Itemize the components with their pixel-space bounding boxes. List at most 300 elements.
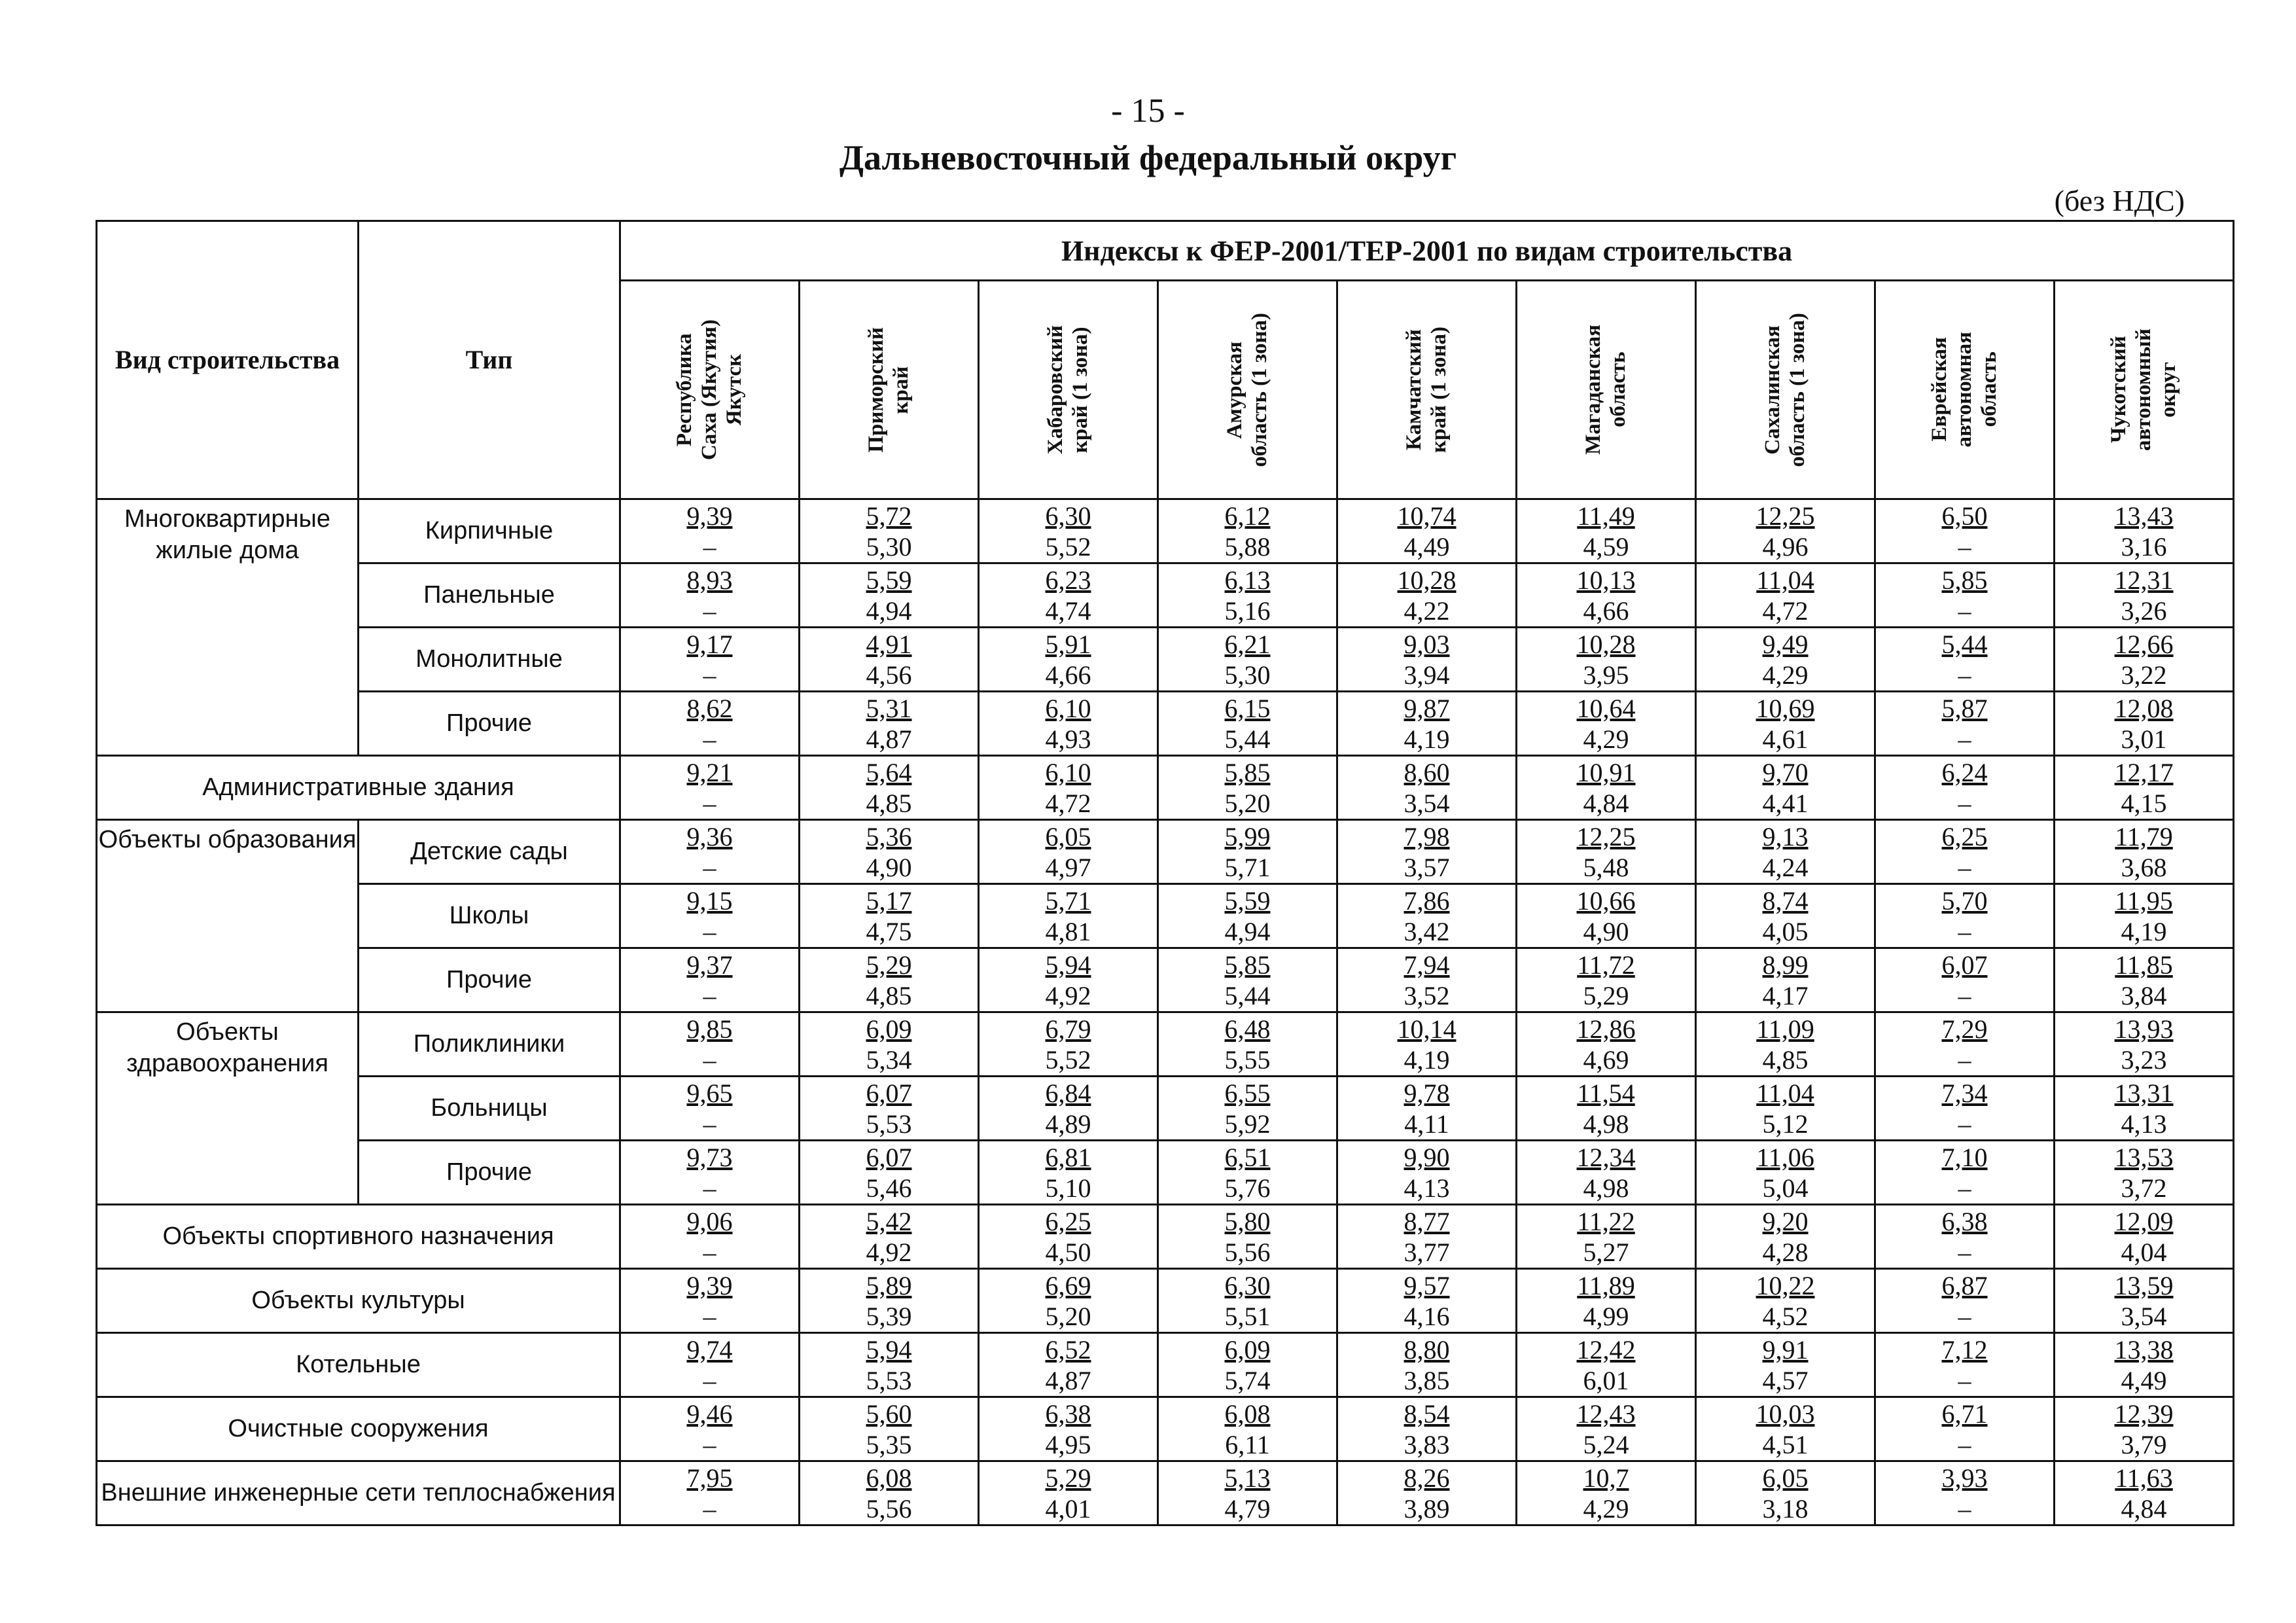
region-label-line: Еврейская [1927,337,1951,442]
index-value-top: 5,29 [1045,1463,1091,1493]
region-label [1928,332,2002,448]
index-cell [1517,1077,1696,1141]
index-value-top: 8,74 [1762,885,1809,916]
index-value-bottom: 5,34 [866,1044,912,1075]
index-value-bottom: 4,85 [1762,1044,1809,1075]
index-value-top: 11,09 [1756,1014,1814,1044]
index-cell [1158,1012,1337,1077]
index-cell [620,948,800,1012]
index-cell [1517,820,1696,884]
index-value-bottom: 5,30 [1224,660,1271,690]
index-value-bottom: 3,54 [2121,1301,2167,1331]
index-value-top: 7,98 [1404,821,1450,851]
region-label-line: Магаданская [1581,325,1605,455]
index-value-top: 9,90 [1404,1142,1450,1172]
index-value-top: 9,73 [686,1142,733,1172]
index-value-bottom: 5,10 [1045,1173,1091,1203]
index-value-top: 9,20 [1762,1206,1809,1236]
region-label-line: Саха (Якутия) [697,319,721,461]
index-value-top: 12,25 [1576,821,1636,851]
index-value-top: 5,71 [1045,885,1091,916]
index-value-bottom: 4,11 [1404,1109,1449,1139]
index-value-bottom: 3,83 [1404,1429,1450,1459]
index-cell [1696,563,1875,628]
index-cell [2055,1077,2234,1141]
table-header [97,221,2234,499]
index-value-bottom: 4,49 [2121,1365,2167,1395]
index-cell [979,1205,1158,1269]
index-value-top: 11,04 [1756,1078,1814,1108]
index-value-top: 6,24 [1941,757,1988,787]
index-value-bottom: 5,88 [1224,531,1271,562]
index-value-top: 6,13 [1224,565,1271,595]
index-value-top: 11,04 [1756,565,1814,595]
index-value-top: 8,26 [1404,1463,1450,1493]
index-cell [1158,820,1337,884]
index-cell [1696,756,1875,820]
index-cell [979,1333,1158,1397]
index-value-bottom: – [703,1301,716,1331]
index-cell [1517,1269,1696,1333]
index-cell [979,820,1158,884]
index-value-top: 9,78 [1404,1078,1450,1108]
index-value-top: 6,10 [1045,693,1091,723]
index-cell [1158,948,1337,1012]
region-label [1044,325,1093,454]
index-value-bottom: 4,19 [2121,916,2167,946]
index-cell [2055,1397,2234,1461]
region-label [1581,325,1631,455]
index-value-top: 12,25 [1756,501,1815,531]
index-value-top: 9,39 [686,501,733,531]
table-row [97,628,2234,692]
index-value-top: 5,64 [866,757,912,787]
index-value-bottom: 5,53 [866,1365,912,1395]
construction-kind: Объекты здравоохранения [97,1012,359,1205]
index-value-bottom: 3,42 [1404,916,1450,946]
header-type: Тип [359,221,620,499]
index-cell [1517,628,1696,692]
index-cell [800,820,979,884]
index-value-bottom: 5,16 [1224,596,1271,626]
index-cell [800,1461,979,1525]
index-value-bottom: 5,71 [1224,852,1271,882]
index-cell [1158,1397,1337,1461]
index-cell [620,756,800,820]
region-label [2107,329,2181,451]
index-cell [800,1012,979,1077]
table-row [97,1205,2234,1269]
index-cell [2055,884,2234,948]
index-cell [1158,1077,1337,1141]
index-cell [800,884,979,948]
index-value-top: 6,07 [1941,950,1988,980]
index-value-bottom: 5,53 [866,1109,912,1139]
index-cell [1517,563,1696,628]
index-value-bottom: 4,90 [1583,916,1629,946]
index-cell [1337,1012,1517,1077]
region-label-line: Республика [672,333,696,446]
index-cell [1875,820,2055,884]
index-value-bottom: 4,94 [1224,916,1271,946]
index-cell [2055,628,2234,692]
table-row [97,1077,2234,1141]
index-cell [620,499,800,563]
index-cell [1696,1397,1875,1461]
region-header-8 [1875,281,2055,499]
index-value-bottom: – [703,1429,716,1459]
index-value-top: 6,05 [1045,821,1091,851]
index-cell [2055,820,2234,884]
index-cell [1158,756,1337,820]
index-value-top: 5,94 [1045,950,1091,980]
region-label-line: область (1 зона) [1247,312,1271,467]
index-cell [1158,1141,1337,1205]
index-value-bottom: – [1958,531,1971,562]
region-label-line: область [1606,351,1630,428]
index-cell [979,563,1158,628]
index-value-bottom: – [703,1237,716,1267]
index-value-bottom: 4,13 [1404,1173,1450,1203]
index-cell [979,499,1158,563]
table-row [97,1333,2234,1397]
index-value-bottom: – [703,1365,716,1395]
index-cell [1875,1333,2055,1397]
index-value-top: 5,17 [866,885,912,916]
index-value-top: 10,7 [1583,1463,1629,1493]
index-value-top: 5,59 [866,565,912,595]
index-value-bottom: – [703,596,716,626]
index-value-top: 8,62 [686,693,733,723]
index-value-bottom: 5,39 [866,1301,912,1331]
index-cell [1696,1012,1875,1077]
region-header-1 [620,281,800,499]
page-title: Дальневосточный федеральный округ [839,138,1457,177]
index-cell [1696,948,1875,1012]
index-value-top: 6,25 [1045,1206,1091,1236]
index-value-top: 12,86 [1576,1014,1636,1044]
index-value-top: 7,94 [1404,950,1450,980]
index-value-bottom: – [703,788,716,818]
index-value-bottom: 3,22 [2121,660,2167,690]
table-row [97,1461,2234,1525]
index-value-bottom: 4,51 [1762,1429,1809,1459]
index-cell [620,1461,800,1525]
index-cell [1517,692,1696,756]
index-cell [1875,563,2055,628]
index-value-top: 6,84 [1045,1078,1091,1108]
index-value-top: 5,60 [866,1399,912,1429]
index-value-bottom: 4,96 [1762,531,1809,562]
region-label-line: Приморский [864,327,888,453]
index-cell [1158,692,1337,756]
index-cell [1337,1397,1517,1461]
index-value-bottom: 4,66 [1045,660,1091,690]
index-value-top: 6,09 [866,1014,912,1044]
index-cell [1158,1333,1337,1397]
index-value-top: 5,89 [866,1270,912,1300]
index-cell [1158,1269,1337,1333]
construction-kind: Объекты культуры [97,1269,620,1333]
table-row [97,1141,2234,1205]
index-cell [2055,1205,2234,1269]
index-value-top: 11,22 [1577,1206,1635,1236]
index-value-bottom: – [703,916,716,946]
index-value-bottom: – [703,531,716,562]
index-value-top: 12,39 [2114,1399,2174,1429]
index-value-bottom: 3,68 [2121,852,2167,882]
index-cell [800,948,979,1012]
region-label-line: область (1 зона) [1785,312,1809,467]
index-value-bottom: 6,11 [1225,1429,1270,1459]
index-value-bottom: 4,79 [1224,1493,1271,1524]
page-number: - 15 - [1111,92,1185,130]
table-row [97,499,2234,563]
index-value-top: 9,87 [1404,693,1450,723]
index-value-top: 11,89 [1577,1270,1635,1300]
index-value-top: 6,07 [866,1142,912,1172]
index-value-top: 6,81 [1045,1142,1091,1172]
index-value-bottom: 4,90 [866,852,912,882]
building-type: Прочие [359,692,620,756]
index-value-bottom: 4,98 [1583,1109,1629,1139]
index-value-bottom: 4,28 [1762,1237,1809,1267]
index-value-bottom: 5,20 [1045,1301,1091,1331]
index-cell [620,563,800,628]
index-cell [620,820,800,884]
index-value-top: 12,08 [2114,693,2174,723]
index-value-bottom: – [1958,788,1971,818]
table-row [97,1397,2234,1461]
index-cell [800,1141,979,1205]
region-label-line: край [889,366,913,414]
index-value-bottom: – [1958,916,1971,946]
index-value-bottom: – [1958,980,1971,1010]
index-cell [800,1397,979,1461]
index-value-bottom: 4,59 [1583,531,1629,562]
index-value-top: 11,63 [2115,1463,2173,1493]
table-row [97,756,2234,820]
index-value-top: 8,93 [686,565,733,595]
index-value-top: 8,77 [1404,1206,1450,1236]
index-cell [979,948,1158,1012]
index-value-bottom: – [1958,1237,1971,1267]
index-value-bottom: – [1958,660,1971,690]
construction-kind: Очистные сооружения [97,1397,620,1461]
index-value-bottom: 3,16 [2121,531,2167,562]
index-cell [1158,884,1337,948]
index-value-top: 5,87 [1941,693,1988,723]
index-cell [1337,1077,1517,1141]
index-value-bottom: – [703,660,716,690]
index-value-bottom: 5,24 [1583,1429,1629,1459]
index-value-bottom: 4,50 [1045,1237,1091,1267]
index-cell [1875,756,2055,820]
index-value-bottom: 4,92 [1045,980,1091,1010]
index-value-bottom: 4,15 [2121,788,2167,818]
index-cell [2055,1461,2234,1525]
index-value-bottom: 3,95 [1583,660,1629,690]
table-body [97,499,2234,1525]
index-cell [2055,692,2234,756]
index-cell [2055,756,2234,820]
index-cell [800,1269,979,1333]
index-value-top: 7,12 [1941,1334,1988,1364]
index-value-top: 13,53 [2114,1142,2174,1172]
index-cell [1517,1205,1696,1269]
index-value-bottom: 3,23 [2121,1044,2167,1075]
index-value-top: 5,99 [1224,821,1271,851]
index-value-top: 9,49 [1762,629,1809,659]
index-value-bottom: 4,75 [866,916,912,946]
index-value-top: 4,91 [866,629,912,659]
index-value-bottom: 5,55 [1224,1044,1271,1075]
index-value-bottom: 5,56 [866,1493,912,1524]
table-row [97,692,2234,756]
region-header-7 [1696,281,1875,499]
index-cell [1875,628,2055,692]
index-value-top: 6,51 [1224,1142,1271,1172]
index-value-bottom: – [1958,1493,1971,1524]
index-value-bottom: 4,81 [1045,916,1091,946]
region-label [673,319,747,460]
building-type: Кирпичные [359,499,620,563]
index-value-top: 6,30 [1224,1270,1271,1300]
index-cell [620,1397,800,1461]
index-value-bottom: 4,99 [1583,1301,1629,1331]
index-value-bottom: 5,29 [1583,980,1629,1010]
index-value-top: 12,43 [1576,1399,1636,1429]
index-value-bottom: 4,72 [1045,788,1091,818]
region-label-line: Хабаровский [1043,325,1067,455]
index-value-top: 9,13 [1762,821,1809,851]
index-value-bottom: 3,18 [1762,1493,1809,1524]
index-value-bottom: – [703,1044,716,1075]
index-value-top: 10,91 [1576,757,1636,787]
index-value-bottom: 5,92 [1224,1109,1271,1139]
construction-kind: Многоквартирные жилые дома [97,499,359,756]
index-value-top: 10,22 [1756,1270,1815,1300]
index-value-top: 6,09 [1224,1334,1271,1364]
index-cell [2055,1269,2234,1333]
index-value-top: 7,10 [1941,1142,1988,1172]
index-value-bottom: – [1958,1173,1971,1203]
region-label [864,327,914,453]
index-value-top: 6,05 [1762,1463,1809,1493]
index-value-top: 11,72 [1577,950,1635,980]
index-value-bottom: 5,74 [1224,1365,1271,1395]
index-value-bottom: 3,01 [2121,724,2167,754]
index-value-top: 11,49 [1577,501,1635,531]
index-value-top: 10,14 [1397,1014,1457,1044]
building-type: Поликлиники [359,1012,620,1077]
index-value-top: 5,85 [1224,950,1271,980]
index-value-top: 10,64 [1576,693,1636,723]
index-cell [2055,948,2234,1012]
index-value-top: 6,30 [1045,501,1091,531]
building-type: Монолитные [359,628,620,692]
index-value-top: 6,48 [1224,1014,1271,1044]
index-cell [1875,1077,2055,1141]
index-value-top: 9,37 [686,950,733,980]
index-value-top: 12,31 [2114,565,2174,595]
index-value-top: 9,21 [686,757,733,787]
index-cell [979,692,1158,756]
index-cell [1158,1461,1337,1525]
index-value-top: 6,71 [1941,1399,1988,1429]
index-value-top: 3,93 [1941,1463,1988,1493]
region-header-2 [800,281,979,499]
index-cell [2055,563,2234,628]
index-value-bottom: 4,57 [1762,1365,1809,1395]
index-value-bottom: 4,94 [866,596,912,626]
index-cell [1696,1333,1875,1397]
index-cell [1517,1333,1696,1397]
building-type: Детские сады [359,820,620,884]
index-value-bottom: 3,94 [1404,660,1450,690]
region-label-line: Якутск [722,353,746,426]
index-value-top: 9,91 [1762,1334,1809,1364]
index-value-top: 5,59 [1224,885,1271,916]
index-value-bottom: – [1958,1044,1971,1075]
index-cell [620,1333,800,1397]
index-value-top: 5,36 [866,821,912,851]
index-value-bottom: 4,92 [866,1237,912,1267]
index-value-top: 6,79 [1045,1014,1091,1044]
index-value-bottom: 4,85 [866,788,912,818]
index-cell [2055,1012,2234,1077]
index-value-bottom: 4,01 [1045,1493,1091,1524]
index-value-top: 9,36 [686,821,733,851]
index-value-bottom: 5,46 [866,1173,912,1203]
index-cell [979,1397,1158,1461]
index-value-top: 12,42 [1576,1334,1636,1364]
index-value-top: 6,15 [1224,693,1271,723]
index-value-top: 12,34 [1576,1142,1636,1172]
index-value-bottom: – [1958,1429,1971,1459]
index-value-top: 9,39 [686,1270,733,1300]
index-value-bottom: 3,85 [1404,1365,1450,1395]
index-value-top: 6,52 [1045,1334,1091,1364]
index-cell [1337,948,1517,1012]
index-cell [1337,1461,1517,1525]
index-cell [1696,1269,1875,1333]
index-cell [1517,1141,1696,1205]
index-cell [800,1077,979,1141]
index-cell [2055,499,2234,563]
index-cell [1875,1205,2055,1269]
index-cell [1875,948,2055,1012]
index-cell [1875,1269,2055,1333]
index-value-bottom: 4,29 [1583,724,1629,754]
index-cell [1696,1077,1875,1141]
index-value-top: 9,74 [686,1334,733,1364]
index-value-bottom: 5,20 [1224,788,1271,818]
index-value-bottom: 4,17 [1762,980,1809,1010]
index-value-bottom: 4,89 [1045,1109,1091,1139]
construction-kind: Внешние инженерные сети теплоснабжения [97,1461,620,1525]
index-value-bottom: 4,74 [1045,596,1091,626]
index-value-top: 10,03 [1756,1399,1815,1429]
index-value-bottom: 5,27 [1583,1237,1629,1267]
region-label-line: Чукотский [2106,336,2130,444]
index-cell [979,756,1158,820]
index-value-top: 5,85 [1941,565,1988,595]
index-value-bottom: 4,16 [1404,1301,1450,1331]
index-cell [800,563,979,628]
index-value-top: 5,44 [1941,629,1988,659]
index-cell [2055,1141,2234,1205]
